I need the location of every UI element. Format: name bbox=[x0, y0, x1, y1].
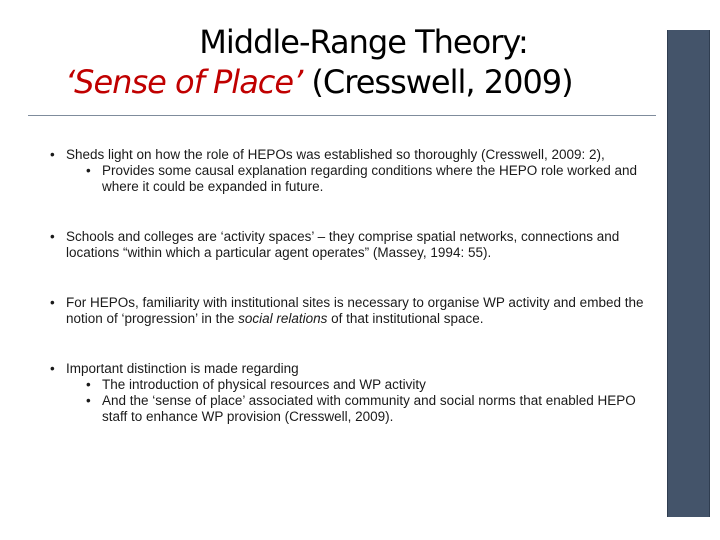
sub-bullet-item bbox=[50, 393, 650, 425]
title-italic-phrase: ‘Sense of Place’ bbox=[65, 63, 303, 101]
bullet-item bbox=[50, 361, 650, 377]
bullet-marker: • bbox=[50, 147, 55, 162]
bullet-text bbox=[66, 295, 643, 326]
bullet-item bbox=[50, 295, 650, 327]
bullet-marker: • bbox=[50, 361, 55, 376]
sub-bullet-text: The introduction of physical resources and WP activity bbox=[102, 377, 426, 392]
slide-title bbox=[30, 22, 655, 102]
title-citation: (Cresswell, 2009) bbox=[302, 63, 573, 101]
bullet-marker: • bbox=[50, 229, 55, 244]
bullet-text: Important distinction is made regarding bbox=[66, 361, 299, 376]
bullet-marker: • bbox=[50, 295, 55, 310]
bullet-marker: • bbox=[86, 377, 91, 392]
slide-body bbox=[50, 147, 650, 425]
title-line-1: Middle-Range Theory: bbox=[199, 23, 528, 61]
bullet-text: Sheds light on how the role of HEPOs was established so thoroughly (Cresswell, 2009: 2), bbox=[66, 147, 605, 162]
side-accent-bar bbox=[667, 30, 710, 517]
bullet-marker: • bbox=[86, 163, 91, 178]
bullet-text-italic: social relations bbox=[238, 311, 328, 326]
sub-bullet-item bbox=[50, 377, 650, 393]
bullet-item bbox=[50, 229, 650, 261]
title-line-2 bbox=[30, 62, 655, 102]
bullet-item bbox=[50, 147, 650, 163]
sub-bullet-text: Provides some causal explanation regarding conditions where the HEPO role worked and where it could be expanded in future. bbox=[102, 163, 638, 194]
title-divider bbox=[28, 115, 656, 116]
sub-bullet-item bbox=[50, 163, 650, 195]
sub-bullet-text: And the ‘sense of place’ associated with community and social norms that enabled HEPO staff to enhance WP provision (Cresswell, 2009). bbox=[102, 393, 636, 424]
bullet-text-part: For HEPOs, familiarity with institutional sites is necessary to organise WP activity and embed the notion of ‘progression’ in the bbox=[66, 295, 644, 326]
bullet-text: Schools and colleges are ‘activity spaces’ – they comprise spatial networks, connections and locations “within which a particular agent operates” (Massey, 1994: 55). bbox=[66, 229, 620, 260]
bullet-marker: • bbox=[86, 393, 91, 408]
bullet-text-part: of that institutional space. bbox=[327, 311, 484, 326]
